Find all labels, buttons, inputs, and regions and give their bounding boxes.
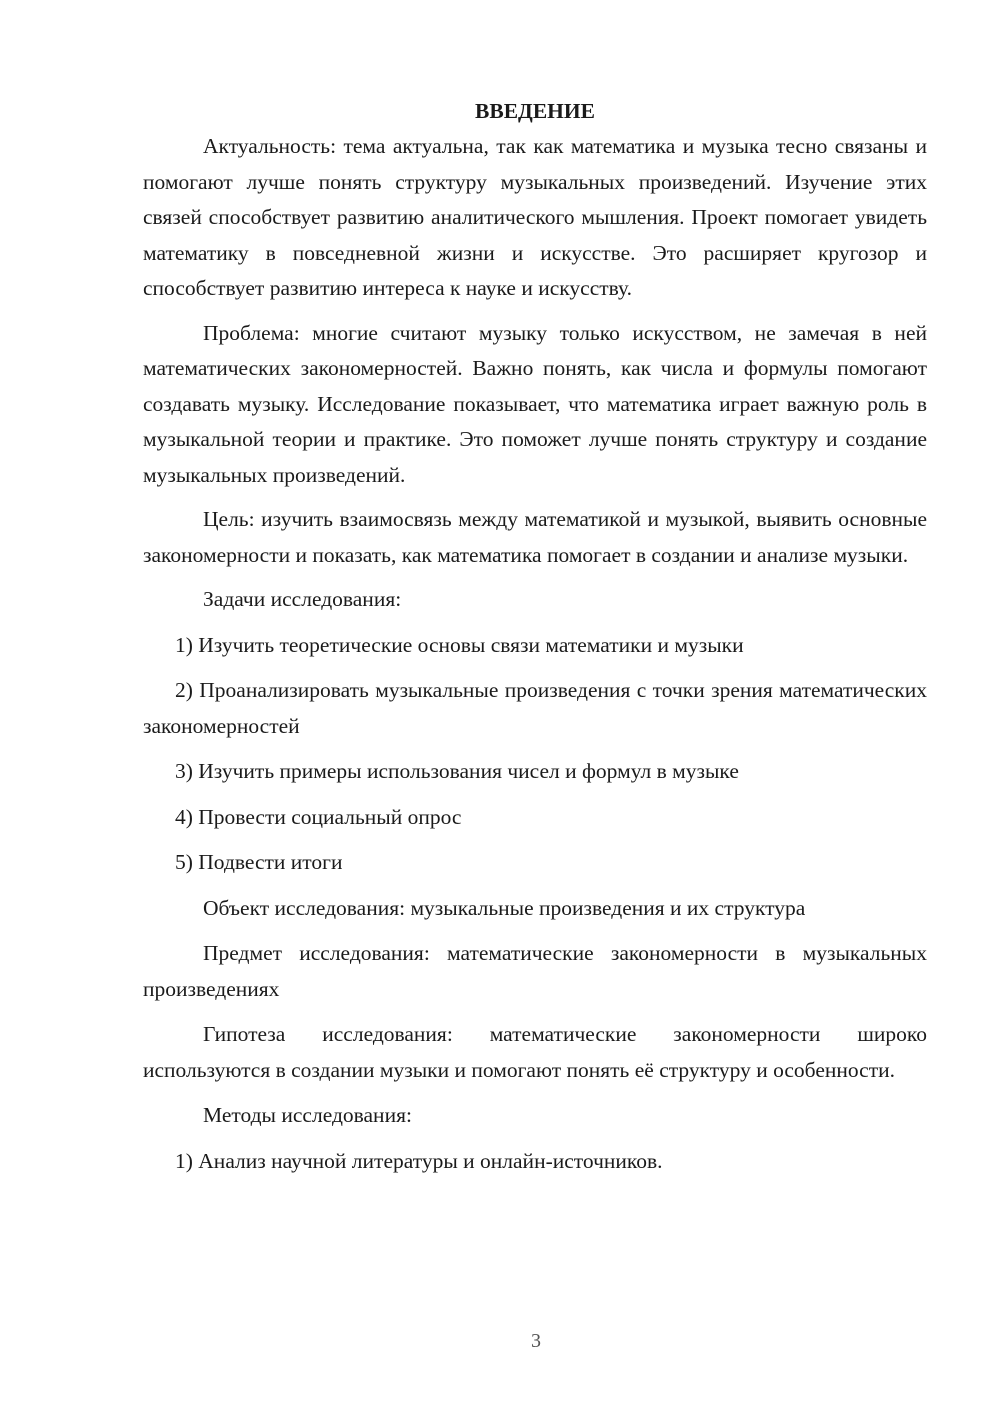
page-title: ВВЕДЕНИЕ [475,99,595,123]
goal-paragraph: Цель: изучить взаимосвязь между математикой и музыкой, выявить основные закономерности и показать, как математика помогает в создании и анализе музыки. [143,507,927,567]
task-item-4: 4) Провести социальный опрос [175,804,462,829]
methods-heading: Методы исследования: [203,1103,412,1127]
hypothesis-paragraph: Гипотеза исследования: математические закономерности широко используются в создании музыки и помогают понять её структуру и особенности. [143,1022,927,1082]
tasks-heading: Задачи исследования: [203,587,402,611]
task-item-2: 2) Проанализировать музыкальные произведения с точки зрения математических закономерностей [143,678,927,738]
problem-paragraph: Проблема: многие считают музыку только искусством, не замечая в ней математических закономерностей. Важно понять, как числа и формулы помогают создавать музыку. Исследование показывает, что математика играет важную роль в музыкальной теории и практике. Это поможет лучше понять структуру и создание музыкальных произведений. [143,320,927,487]
document-body [143,94,927,1189]
task-item-5: 5) Подвести итоги [175,850,343,874]
method-item-1: 1) Анализ научной литературы и онлайн-источников. [175,1148,663,1173]
task-item-3: 3) Изучить примеры использования чисел и формул в музыке [175,759,739,783]
object-paragraph: Объект исследования: музыкальные произведения и их структура [203,895,806,920]
task-item-1: 1) Изучить теоретические основы связи математики и музыки [175,632,744,657]
subject-paragraph: Предмет исследования: математические закономерности в музыкальных произведениях [143,941,927,1001]
relevance-paragraph: Актуальность: тема актуальна, так как математика и музыка тесно связаны и помогают лучше понять структуру музыкальных произведений. Изучение этих связей способствует развитию аналитического мышления. Проект помогает увидеть математику в повседневной жизни и искусстве. Это расширяет кругозор и способствует развитию интереса к науке и искусству. [143,134,927,300]
page-number: 3 [531,1330,541,1352]
